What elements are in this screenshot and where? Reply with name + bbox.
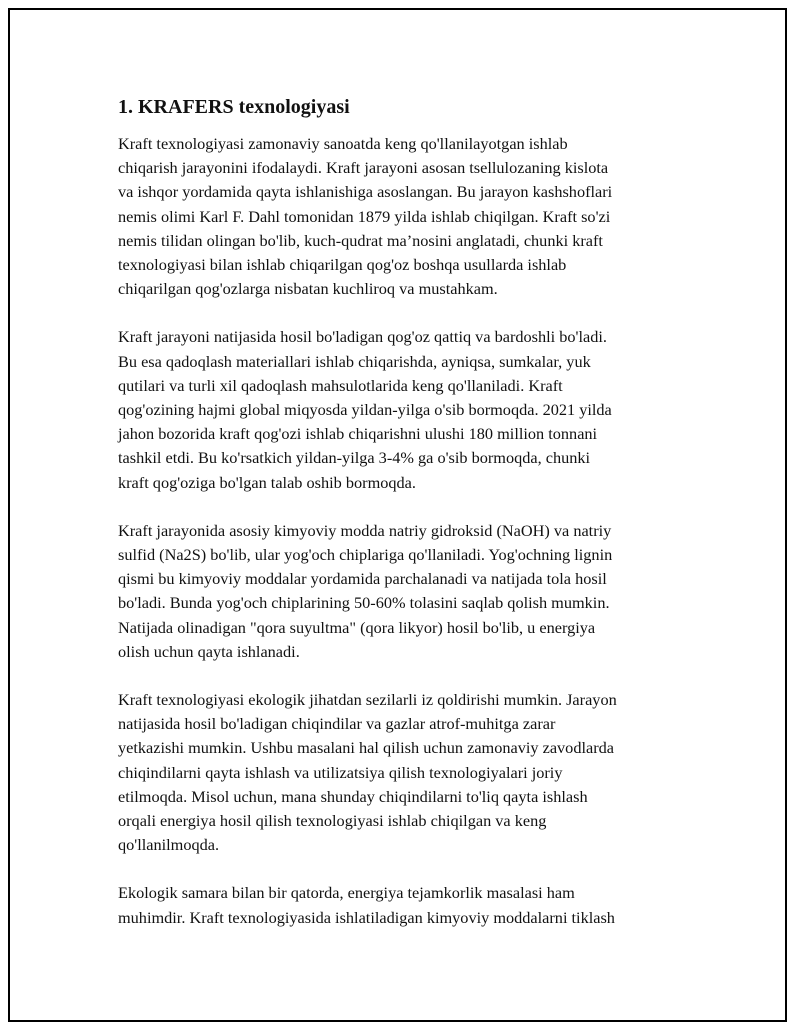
text-line: jahon bozorida kraft qog'ozi ishlab chiqarishni ulushi 180 million tonnani [118, 424, 598, 444]
text-line: Kraft texnologiyasi zamonaviy sanoatda keng qo'llanilayotgan ishlab [118, 134, 568, 153]
paragraph-2 [118, 325, 698, 494]
text-line: qog'ozining hajmi global miqyosda yildan-yilga o'sib bormoqda. 2021 yilda [118, 400, 612, 420]
text-line: Ekologik samara bilan bir qatorda, energiya tejamkorlik masalasi ham [118, 883, 575, 903]
document-body [118, 94, 698, 954]
paragraph-3 [118, 519, 698, 664]
text-line: sulfid (Na2S) bo'lib, ular yog'och chiplariga qo'llaniladi. Yog'ochning lignin [118, 545, 613, 565]
text-line: Bu esa qadoqlash materiallari ishlab chiqarishda, ayniqsa, sumkalar, yuk [118, 351, 591, 371]
text-line: texnologiyasi bilan ishlab chiqarilgan qog'oz boshqa usullarda ishlab [118, 255, 567, 275]
paragraph-4 [118, 688, 698, 857]
text-line: chiqindilarni qayta ishlash va utilizatsiya qilish texnologiyalari joriy [118, 762, 563, 782]
text-line: chiqarish jarayonini ifodalaydi. Kraft jarayoni asosan tsellulozaning kislota [118, 158, 609, 178]
paragraph-5 [118, 881, 698, 929]
text-line: bo'ladi. Bunda yog'och chiplarining 50-60% tolasini saqlab qolish mumkin. [118, 593, 610, 613]
section-heading: 1. KRAFERS texnologiyasi [118, 96, 350, 118]
text-line: etilmoqda. Misol uchun, mana shunday chiqindilarni to'liq qayta ishlash [118, 786, 588, 806]
text-line: nemis olimi Karl F. Dahl tomonidan 1879 yilda ishlab chiqilgan. Kraft so'zi [118, 206, 611, 226]
text-line: qismi bu kimyoviy moddalar yordamida parchalanadi va natijada tola hosil [118, 569, 607, 589]
text-line: orqali energiya hosil qilish texnologiyasi ishlab chiqilgan va keng [118, 811, 547, 831]
text-line: tashkil etdi. Bu ko'rsatkich yildan-yilga 3-4% ga o'sib bormoqda, chunki [118, 448, 591, 468]
text-line: qutilari va turli xil qadoqlash mahsulotlarida keng qo'llaniladi. Kraft [118, 375, 563, 395]
text-line: Kraft jarayoni natijasida hosil bo'ladigan qog'oz qattiq va bardoshli bo'ladi. [118, 327, 607, 347]
text-line: Natijada olinadigan "qora suyultma" (qora likyor) hosil bo'lib, u energiya [118, 617, 596, 637]
text-line: muhimdir. Kraft texnologiyasida ishlatiladigan kimyoviy moddalarni tiklash [118, 907, 615, 927]
paragraph-1 [118, 132, 698, 301]
text-line: qo'llanilmoqda. [118, 835, 220, 855]
text-line: va ishqor yordamida qayta ishlanishiga asoslangan. Bu jarayon kashshoflari [118, 182, 613, 202]
text-line: kraft qog'oziga bo'lgan talab oshib bormoqda. [118, 472, 416, 492]
text-line: yetkazishi mumkin. Ushbu masalani hal qilish uchun zamonaviy zavodlarda [118, 738, 615, 758]
text-line: Kraft jarayonida asosiy kimyoviy modda natriy gidroksid (NaOH) va natriy [118, 520, 612, 540]
text-line: Kraft texnologiyasi ekologik jihatdan sezilarli iz qoldirishi mumkin. Jarayon [118, 690, 617, 710]
text-line: chiqarilgan qog'ozlarga nisbatan kuchliroq va mustahkam. [118, 279, 498, 299]
text-line: natijasida hosil bo'ladigan chiqindilar va gazlar atrof-muhitga zarar [118, 714, 556, 734]
text-line: nemis tilidan olingan bo'lib, kuch-qudrat ma’nosini anglatadi, chunki kraft [118, 230, 603, 250]
text-line: olish uchun qayta ishlanadi. [118, 641, 300, 661]
